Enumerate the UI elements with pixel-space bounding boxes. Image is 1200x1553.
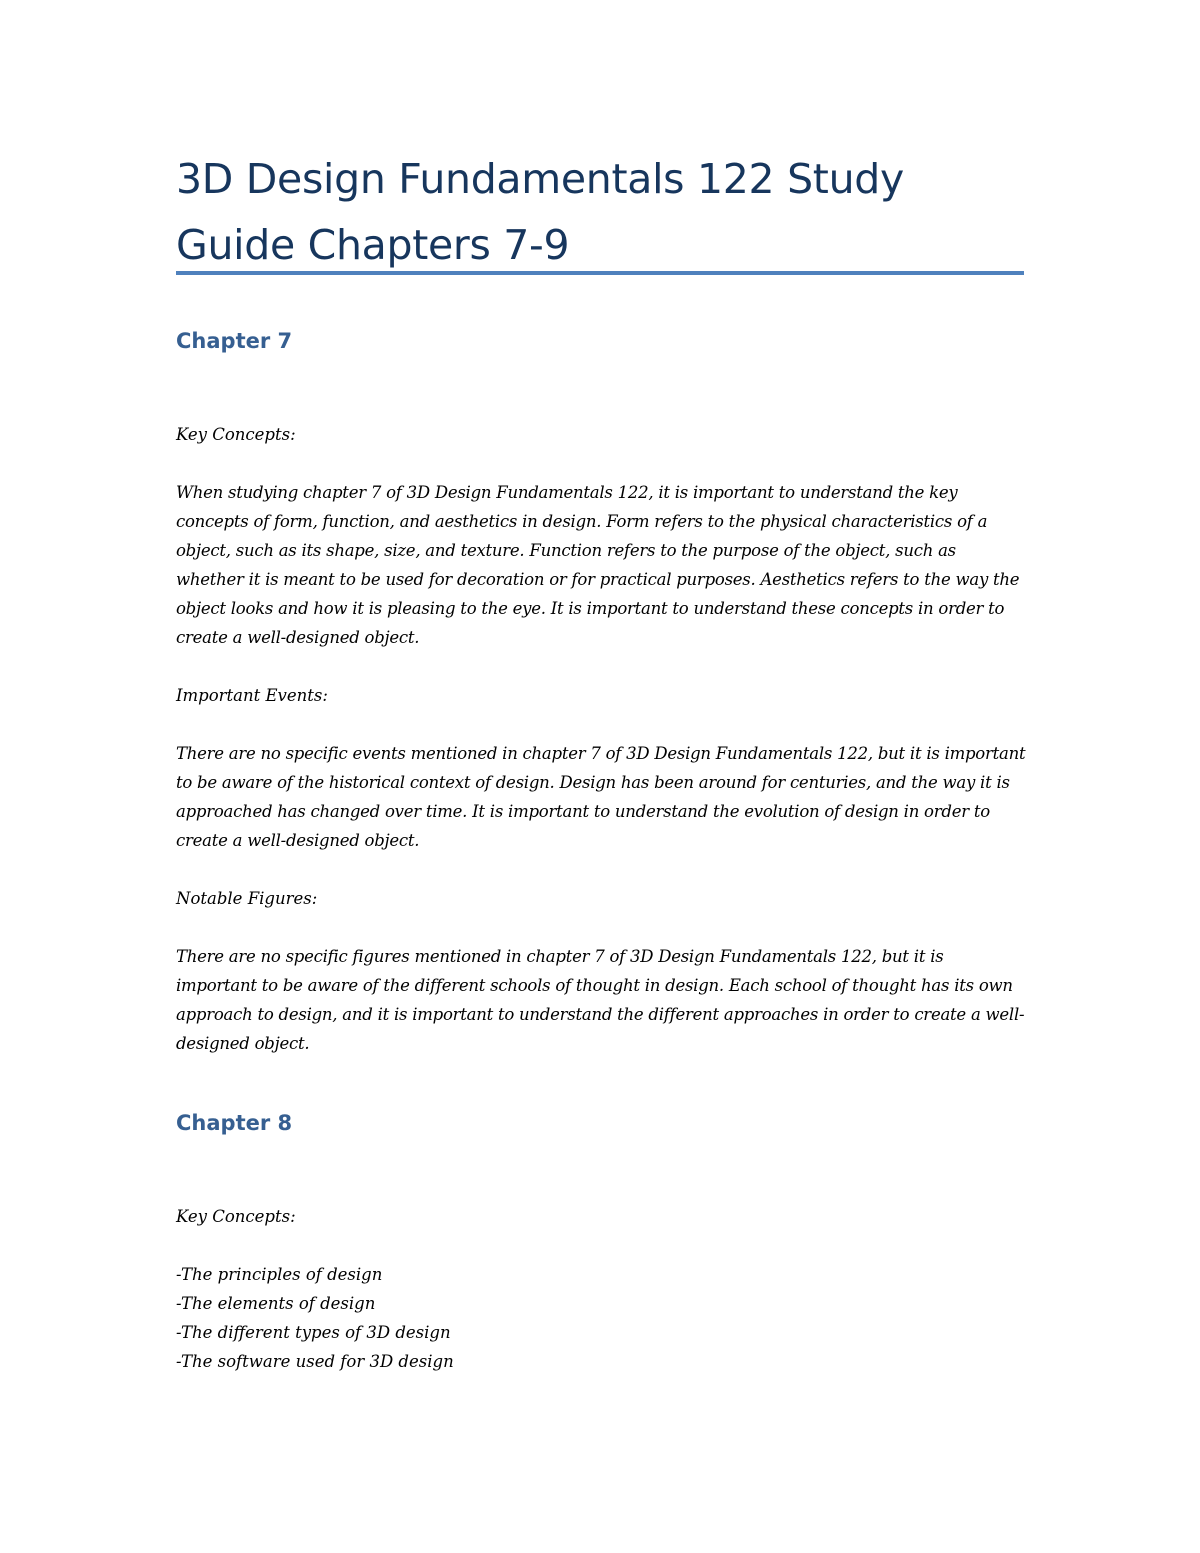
chapter-8-list-item: -The different types of 3D design — [176, 1323, 451, 1342]
chapter-7-events-text: There are no specific events mentioned in chapter 7 of 3D Design Fundamentals 122, but it is important to be aware of the historical context of design. Design has been around for centuries, and the way it is approached has changed over time. It is important to understand the evolution of design in order to create a well-designed object. — [176, 744, 1026, 850]
document-title: 3D Design Fundamentals 122 Study Guide Chapters 7-9 — [176, 155, 904, 269]
chapter-8-list-item: -The principles of design — [176, 1265, 383, 1284]
chapter-8-key-concepts-label: Key Concepts: — [176, 1207, 296, 1226]
chapter-7-key-concepts-text: When studying chapter 7 of 3D Design Fundamentals 122, it is important to understand the key concepts of form, function, and aesthetics in design. Form refers to the physical characteristics of a object, such as its shape, size, and texture. Function refers to the purpose of the object, such as whether it is meant to be used for decoration or for practical purposes. Aesthetics refers to the way the object looks and how it is pleasing to the eye. It is important to understand these concepts in order to create a well-designed object. — [176, 483, 1020, 647]
chapter-8-list-item: -The elements of design — [176, 1294, 376, 1313]
chapter-7-heading: Chapter 7 — [176, 329, 293, 353]
chapter-7-figures-label: Notable Figures: — [176, 889, 318, 908]
chapter-7-events-label: Important Events: — [176, 686, 328, 705]
title-underline — [176, 271, 1024, 275]
chapter-8-list-item: -The software used for 3D design — [176, 1352, 454, 1371]
chapter-8-heading: Chapter 8 — [176, 1111, 293, 1135]
chapter-7-figures-text: There are no specific figures mentioned in chapter 7 of 3D Design Fundamentals 122, but it is important to be aware of the different schools of thought in design. Each school of thought has its own approach to design, and it is important to understand the different approaches in order to create a well-designed object. — [176, 947, 1025, 1053]
chapter-7-key-concepts-label: Key Concepts: — [176, 425, 296, 444]
